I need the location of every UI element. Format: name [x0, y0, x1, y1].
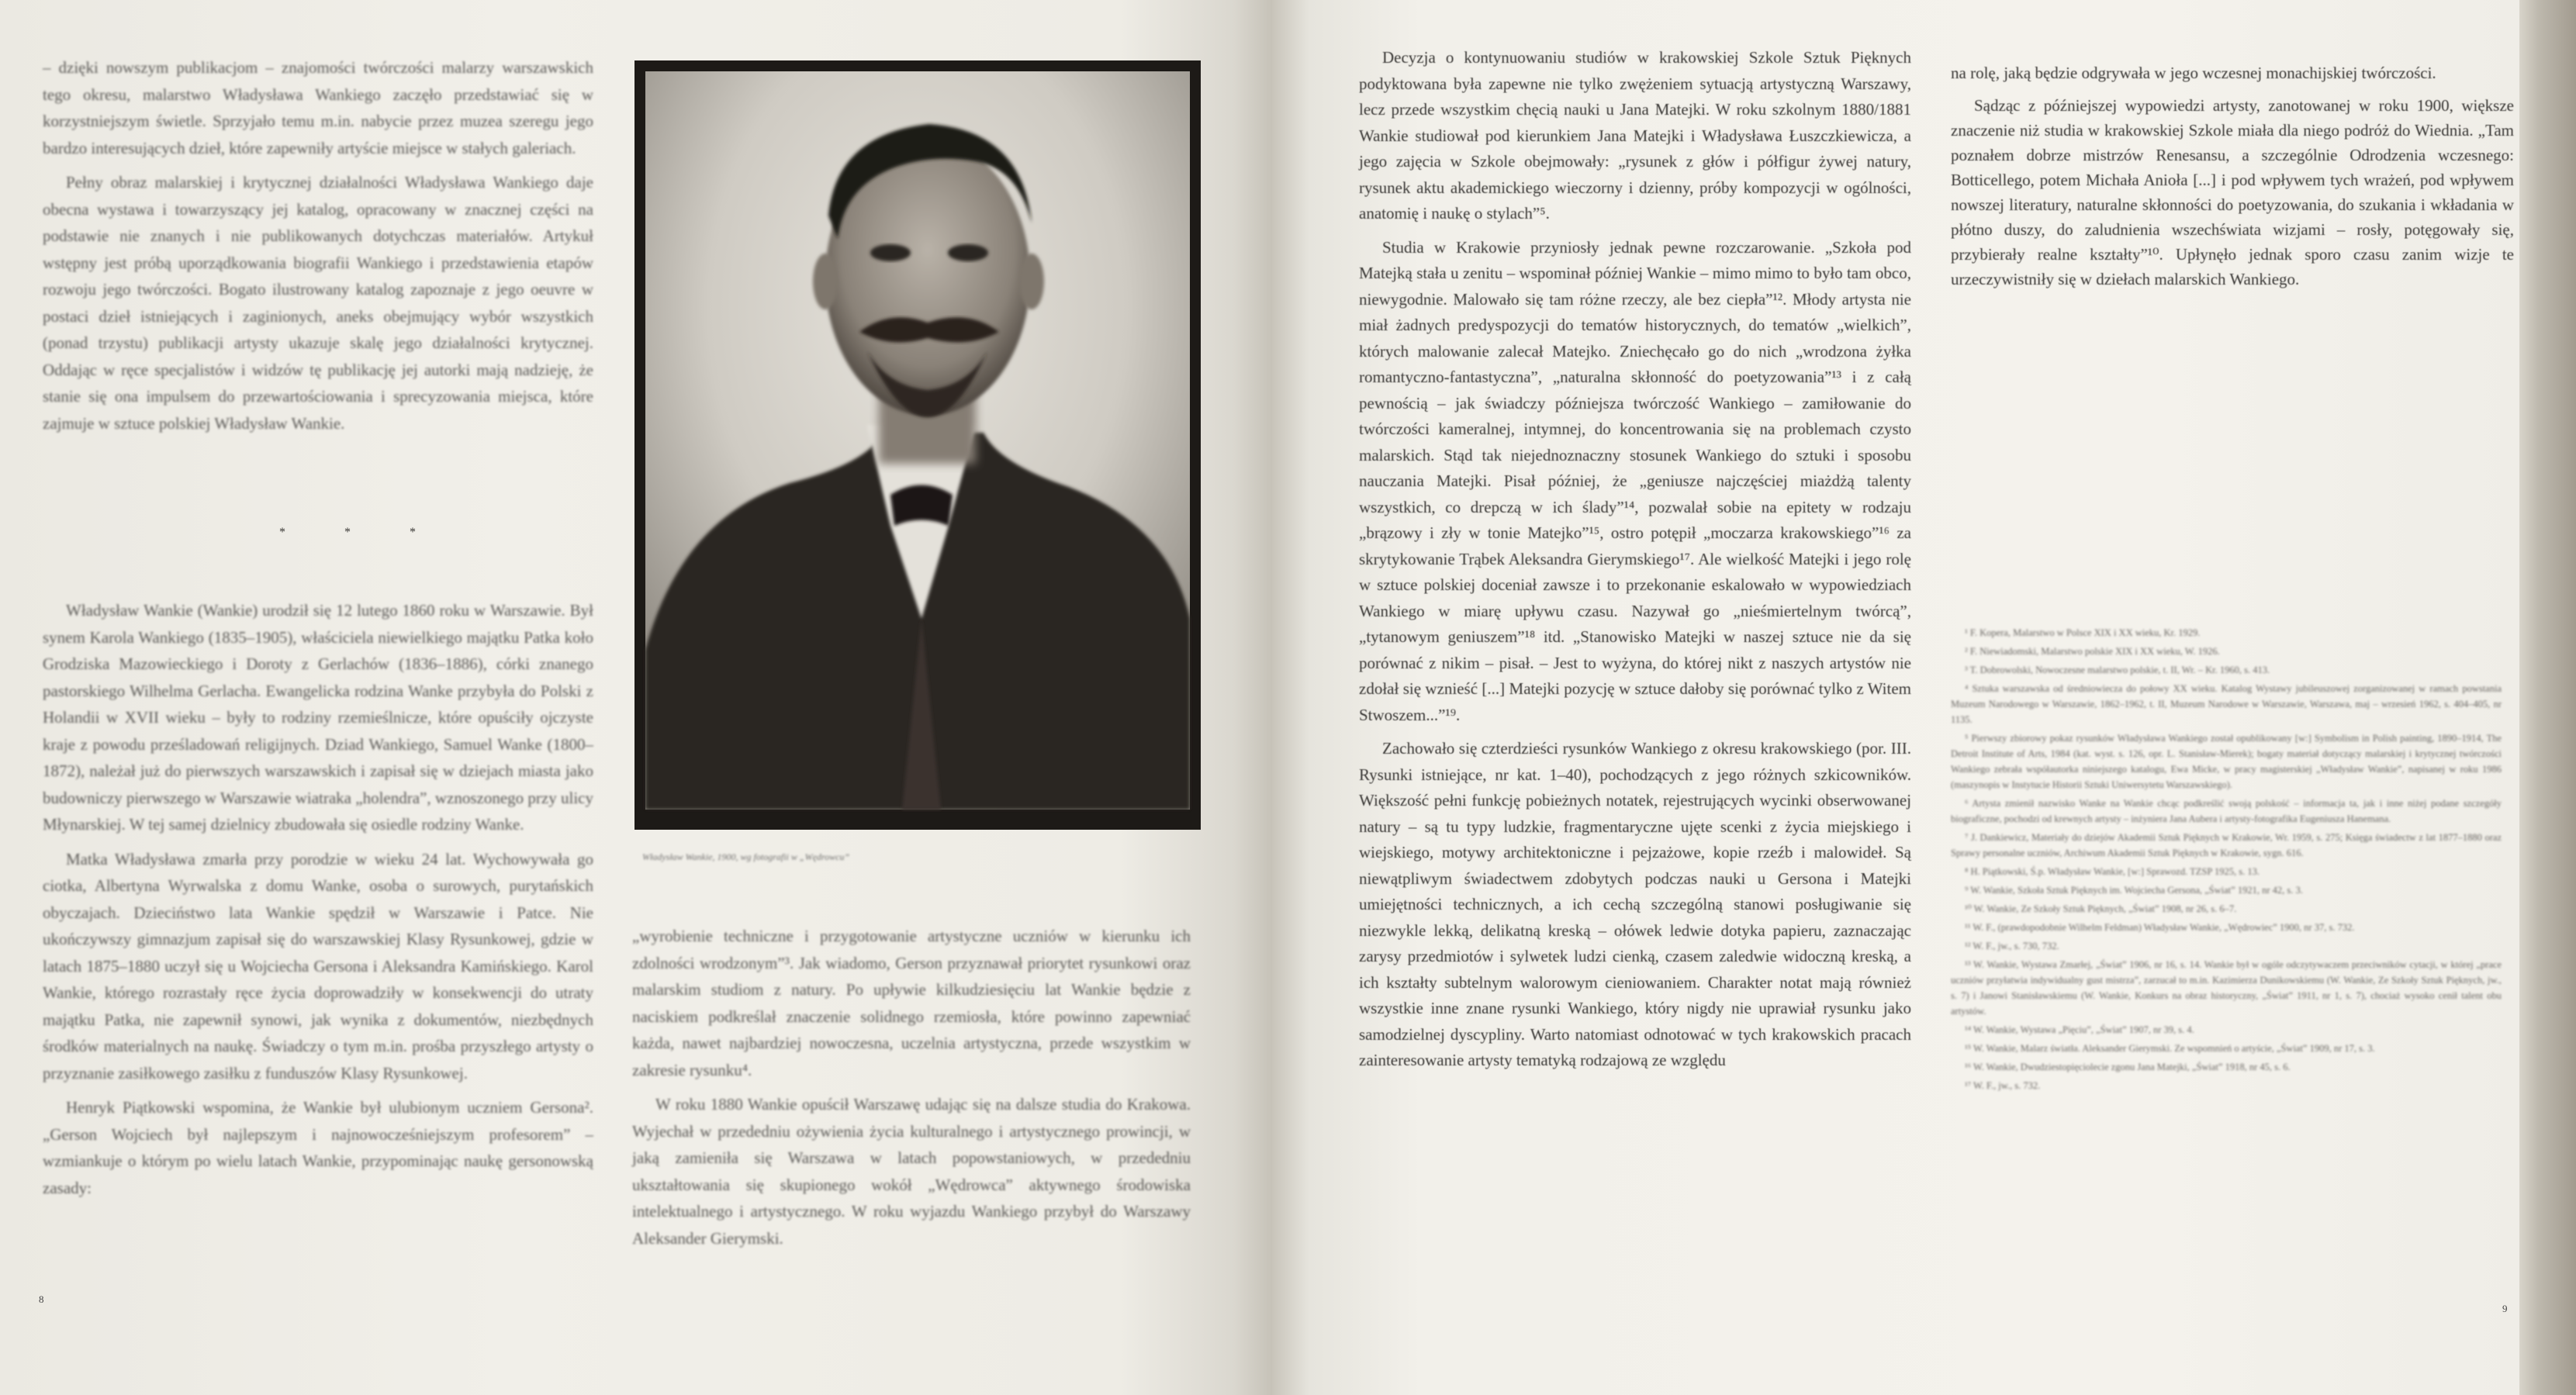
footnote: ¹⁷ W. F., jw., s. 732.: [1965, 1080, 2041, 1091]
footnotes-block: [1951, 625, 2502, 1096]
footnote: ⁴ Sztuka warszawska od średniowiecza do połowy XX wieku. Katalog Wystawy jubileuszowej zorganizowanej w ramach powstania Muzeum Narodowego w Warszawie, 1862–1962, t. II, Muzeum Narodowe w Warszawie, Warszawa, maj – wrzesień 1962, s. 404–405, nr 1135.: [1951, 683, 2502, 725]
portrait-image: [634, 60, 1201, 830]
paragraph: Decyzja o kontynuowaniu studiów w krakowskiej Szkole Sztuk Pięknych podyktowana była zapewne nie tylko zwężeniem sytuacją artystyczną Warszawy, lecz przede wszystkim chęcią nauki u Jana Matejki. W roku szkolnym 1880/1881 Wankie studiował pod kierunkiem Jana Matejki i Władysława Łuszczkiewicza, a jego zajęcia w Szkole obejmowały: „rysunek z głów i półfigur żywej natury, rysunek aktu akademickiego wieczorny i dzienny, próby kompozycji w ogólności, anatomię i naukę o stylach”⁵.: [1359, 48, 1911, 223]
footnote: ⁶ Artysta zmienił nazwisko Wanke na Wankie chcąc podkreślić swoją polskość – informacja ta, jak i inne niżej podane szczegóły biograficzne, pochodzi od krewnych artysty – inżyniera Jana Aubera i artysty-fotografika Eugeniusza Hanemana.: [1951, 798, 2502, 824]
photo-caption: Władysław Wankie, 1900, wg fotografii w „Wędrowcu”: [642, 851, 850, 862]
paragraph: Studia w Krakowie przyniosły jednak pewne rozczarowanie. „Szkoła pod Matejką stała u zenitu – wspominał później Wankie – mimo mimo to było tam obco, niewygodnie. Malowało się tam różne rzeczy, ale bez ciepła”¹². Młody artysta nie miał żadnych predyspozycji do tematów historycznych, do tematów „wielkich”, których malowanie zalecał Matejko. Zniechęcało go do nich „wrodzona żyłka romantyczno-fantastyczna”, „naturalna skłonność do poetyzowania”¹³ i z całą pewnością – jak świadczy późniejsza twórczość Wankiego – zamiłowanie do twórczości kameralnej, intymnej, do koncentrowania się na problemach czysto malarskich. Stąd tak niejednoznaczny stosunek Wankiego do sztuki i sposobu nauczania Matejki. Pisał później, że „geniusze najczęściej miażdżą talenty wszystkich, co drepczą w ich ślady”¹⁴, pozwalał sobie na epitety w rodzaju „brązowy i zły w tonie Matejko”¹⁵, ostro potępił „moczarza krakowskiego”¹⁶ za skrytykowanie Trąbek Aleksandra Gierymskiego¹⁷. Ale wielkość Matejki i jego rolę w sztuce polskiej doceniał zawsze i to przekonanie eskalowało w wypowiedziach Wankiego w miarę upływu czasu. Nazywał go „nieśmiertelnym twórcą”, „tytanowym geniuszem”¹⁸ itd. „Stanowisko Matejki w naszej sztuce nie da się porównać z nikim – pisał. – Jest to wyżyna, do której nikt z naszych artystów nie zdołał się wznieść [...] Matejki pozycję w sztuce dałoby się porównać tylko z Witem Stwoszem...”¹⁹.: [1359, 237, 1911, 724]
paragraph: Pełny obraz malarskiej i krytycznej działalności Władysława Wankiego daje obecna wystawa i towarzyszący jej katalog, opracowany w znacznej części na podstawie nie znanych i nie publikowanych dotychczas materiałów. Artykuł wstępny jest próbą uporządkowania biografii Wankiego i przedstawienia etapów rozwoju jego twórczości. Bogato ilustrowany katalog zapoznaje z jego oeuvre w postaci dzieł istniejących i zaginionych, aneks obejmujący wybór wszystkich (ponad trzystu) publikacji artysty ukazuje skalę jego działalności krytycznej. Oddając w ręce specjalistów i widzów tę publikację jej autorki mają nadzieję, że stanie się ona impulsem do przewartościowania i sprecyzowania miejsca, które zajmuje w sztuce polskiej Władysław Wankie.: [43, 173, 593, 433]
footnote: ² F. Niewiadomski, Malarstwo polskie XIX i XX wieku, W. 1926.: [1965, 646, 2220, 657]
footnote: ¹⁶ W. Wankie, Dwudziestopięciolecie zgonu Jana Matejki, „Świat” 1918, nr 45, s. 6.: [1965, 1062, 2291, 1072]
left-middle-text-column: [632, 923, 1191, 1259]
left-bottom-text-column: [43, 597, 593, 1209]
right-text-column-b: [1951, 60, 2514, 299]
paragraph: „wyrobienie techniczne i przygotowanie artystyczne uczniów w kierunku ich zdolności wrodzonym”³. Jak wiadomo, Gerson przyznawał priorytet rysunkowi oraz malarskim studiom z natury. Po upływie kilkudziesięciu lat Wankie będzie z naciskiem podkreślał znaczenie solidnego rzemiosła, które powinno zapewniać każda, nawet najbardziej nowoczesna, uczelnia artystyczna, przede wszystkim w zakresie rysunku⁴.: [632, 927, 1191, 1079]
paragraph: Władysław Wankie (Wankie) urodził się 12 lutego 1860 roku w Warszawie. Był synem Karola Wankiego (1835–1905), właściciela niewielkiego majątku Patka koło Grodziska Mazowieckiego i Doroty z Gerlachów (1836–1886), córki znanego pastorskiego Wilhelma Gerlacha. Ewangelicka rodzina Wanke przybyła do Polski z Holandii w XVII wieku – były to rodziny rzemieślnicze, które opuściły ojczyste kraje z powodu prześladowań religijnych. Dziad Wankiego, Samuel Wanke (1800–1872), należał już do pierwszych warszawskich i zapisał się w dziejach miasta jako budowniczy pierwszego w Warszawie wiatraka „holendra”, wznoszonego przy ulicy Młynarskiej. W tej samej dzielnicy zbudowała się osiedle rodziny Wanke.: [43, 601, 593, 834]
paragraph: na rolę, jaką będzie odgrywała w jego wczesnej monachijskiej twórczości.: [1951, 64, 2436, 82]
section-separator: * * *: [279, 526, 444, 539]
footnote: ⁹ W. Wankie, Szkoła Sztuk Pięknych im. Wojciecha Gersona, „Świat” 1921, nr 42, s. 3.: [1965, 885, 2303, 896]
footnote: ¹⁴ W. Wankie, Wystawa „Pięciu”, „Świat” 1907, nr 39, s. 4.: [1965, 1024, 2194, 1035]
footnote: ¹³ W. Wankie, Wystawa Zmarłej, „Świat” 1906, nr 16, s. 14. Wankie był w ogóle odczytywaczem przeciwników cytacji, w której „prace uczniów przyłatwia indywidualny gust mistrza”, zarzucał to m.in. Kazimierza Dunikowskiemu (W. Wankie, Ze Szkoły Sztuk Pięknych, jw., s. 7) i Janowi Stanisławskiemu (W. Wankie, Konkurs na obraz historyczny, „Świat” 1911, nr 1, s. 7), chociaż wysoko cenił talent obu artystów.: [1951, 959, 2502, 1017]
book-page-edge: [2519, 0, 2576, 1395]
page-number-left: 8: [39, 1293, 44, 1305]
left-page: [0, 0, 1272, 1395]
left-top-text-column: [43, 54, 593, 444]
footnote: ⁸ H. Piątkowski, Ś.p. Władysław Wankie, [w:] Sprawozd. TZSP 1925, s. 13.: [1965, 866, 2260, 877]
footnote: ¹² W. F., jw., s. 730, 732.: [1965, 941, 2059, 951]
paragraph: – dzięki nowszym publikacjom – znajomości twórczości malarzy warszawskich tego okresu, malarstwo Władysława Wankiego zaczęło przedstawiać się w korzystniejszym świetle. Sprzyjało temu m.in. nabycie przez muzea szeregu jego bardzo interesujących dzieł, które zapewniły artyście miejsce w stałych galeriach.: [43, 58, 593, 157]
footnote: ¹ F. Kopera, Malarstwo w Polsce XIX i XX wieku, Kr. 1929.: [1965, 627, 2201, 638]
paragraph: Zachowało się czterdzieści rysunków Wankiego z okresu krakowskiego (por. III. Rysunki istniejące, nr kat. 1–40), pochodzących z jego różnych szkicowników. Większość pełni funkcję pobieżnych notatek, rejestrujących wycinki obserwowanej natury – są tu typy ludzkie, fragmentaryczne ujęte scenki z życia miejskiego i wiejskiego, motywy architektoniczne i pejzażowe, kopie rzeźb i malowideł. Są niewątpliwym świadectwem zdobytych podczas nauki u Gersona i Matejki umiejętności technicznych, a ich cechą szczególną stanowi posługiwanie się niezwykle lekką, delikatną kreską – ołówek ledwie dotyka papieru, zaznaczając zarysy przedmiotów i sylwetek ludzi cienką, czasem zaledwie widoczną kreską, a ich kształty subtelnym walorowym cieniowaniem. Charakter notat mają również wszystkie inne znane rysunki Wankiego, który nigdy nie uprawiał rysunku jako samodzielnej dyscypliny. Warto natomiast odnotować w tych krakowskich pracach zainteresowanie artysty tematyką rodzajową ze względu: [1359, 739, 1911, 1069]
footnote: ³ T. Dobrowolski, Nowoczesne malarstwo polskie, t. II, Wr. – Kr. 1960, s. 413.: [1965, 665, 2270, 675]
footnote: ¹⁰ W. Wankie, Ze Szkoły Sztuk Pięknych, „Świat” 1908, nr 26, s. 6–7.: [1965, 903, 2237, 914]
footnote: ¹⁵ W. Wankie, Malarz światła. Aleksander Gierymski. Ze wspomnień o artyście, „Świat” 1909, nr 17, s. 3.: [1965, 1043, 2375, 1054]
paragraph: Matka Władysława zmarła przy porodzie w wieku 24 lat. Wychowywała go ciotka, Albertyna Wyrwalska z domu Wanke, osoba o surowych, purytańskich obyczajach. Dzieciństwo lata Wankie spędził w Warszawie i Patce. Nie ukończywszy gimnazjum zapisał się do warszawskiej Klasy Rysunkowej, gdzie w latach 1875–1880 uczył się u Wojciecha Gersona i Aleksandra Kamińskiego. Karol Wankie, którego rozrastały ręce życia doprowadziły w konsekwencji do utraty majątku Patka, nie zapewnił synowi, jak wynika z dokumentów, niezbędnych środków materialnych na naukę. Świadczy o tym m.in. prośba przyszłego artysty o przyznanie zasiłkowego zasiłku z funduszów Klasy Rysunkowej.: [43, 849, 593, 1083]
paragraph: W roku 1880 Wankie opuścił Warszawę udając się na dalsze studia do Krakowa. Wyjechał w przededniu ożywienia życia kulturalnego i artystycznego prowincji, w jaką zamieniła się Warszawa w latach popowstaniowych, w przededniu ukształtowania się skupionego wokół „Wędrowca” aktywnego środowiska intelektualnego i artystycznego. W roku wyjazdu Wankiego przybył do Warszawy Aleksander Gierymski.: [632, 1095, 1191, 1248]
page-number-right: 9: [2502, 1303, 2508, 1314]
bow-tie-shape: [890, 485, 953, 527]
portrait-photograph: [634, 60, 1201, 830]
footnote: ⁵ Pierwszy zbiorowy pokaz rysunków Władysława Wankiego został opublikowany [w:] Symbolism in Polish painting, 1890–1914, The Detroit Institute of Arts, 1984 (kat. wyst. s. 126, opr. L. Stanisław-Mierek); bogaty materiał dotyczący malarskiej i krytycznej twórczości Wankiego zebrała współautorka niniejszego katalogu, Ewa Micke, w pracy magisterskiej „Władysław Wankie”, napisanej w roku 1986 (maszynopis w Instytucie Historii Sztuki Uniwersytetu Warszawskiego).: [1951, 733, 2502, 790]
footnote: ¹¹ W. F., (prawdopodobnie Wilhelm Feldman) Władysław Wankie, „Wędrowiec” 1900, nr 37, s. 732.: [1965, 922, 2355, 933]
footnote: ⁷ J. Dankiewicz, Materiały do dziejów Akademii Sztuk Pięknych w Krakowie, Wr. 1959, s. 275; Księga świadectw z lat 1877–1880 oraz Sprawy personalne uczniów, Archiwum Akademii Sztuk Pięknych w Krakowie, sygn. 616.: [1951, 832, 2502, 858]
paragraph: Sądząc z późniejszej wypowiedzi artysty, zanotowanej w roku 1900, większe znaczenie niż studia w krakowskiej Szkole miała dla niego podróż do Wiednia. „Tam poznałem dobrze mistrzów Renesansu, a szczególnie Odrodzenia wczesnego: Botticellego, potem Michała Anioła [...] i pod wpływem tych wrażeń, pod wpływem nowszej literatury, naturalne skłonności do poetyzowania, do szukania i wkładania w płótno duszy, do zaludnienia wszechświata wizjami – rosły, potęgowały się, przybierały realne kształty”¹⁰. Upłynęło jednak sporo czasu zanim wizje te urzeczywistniły się w dziełach malarskich Wankiego.: [1951, 96, 2514, 288]
paragraph: Henryk Piątkowski wspomina, że Wankie był ulubionym uczniem Gersona². „Gerson Wojciech był najlepszym i najnowocześniejszym profesorem” – wzmiankuje o którym po wielu latach Wankie, przypominając naukę gersonowską zasady:: [43, 1098, 593, 1197]
right-text-column-a: [1359, 45, 1911, 1082]
